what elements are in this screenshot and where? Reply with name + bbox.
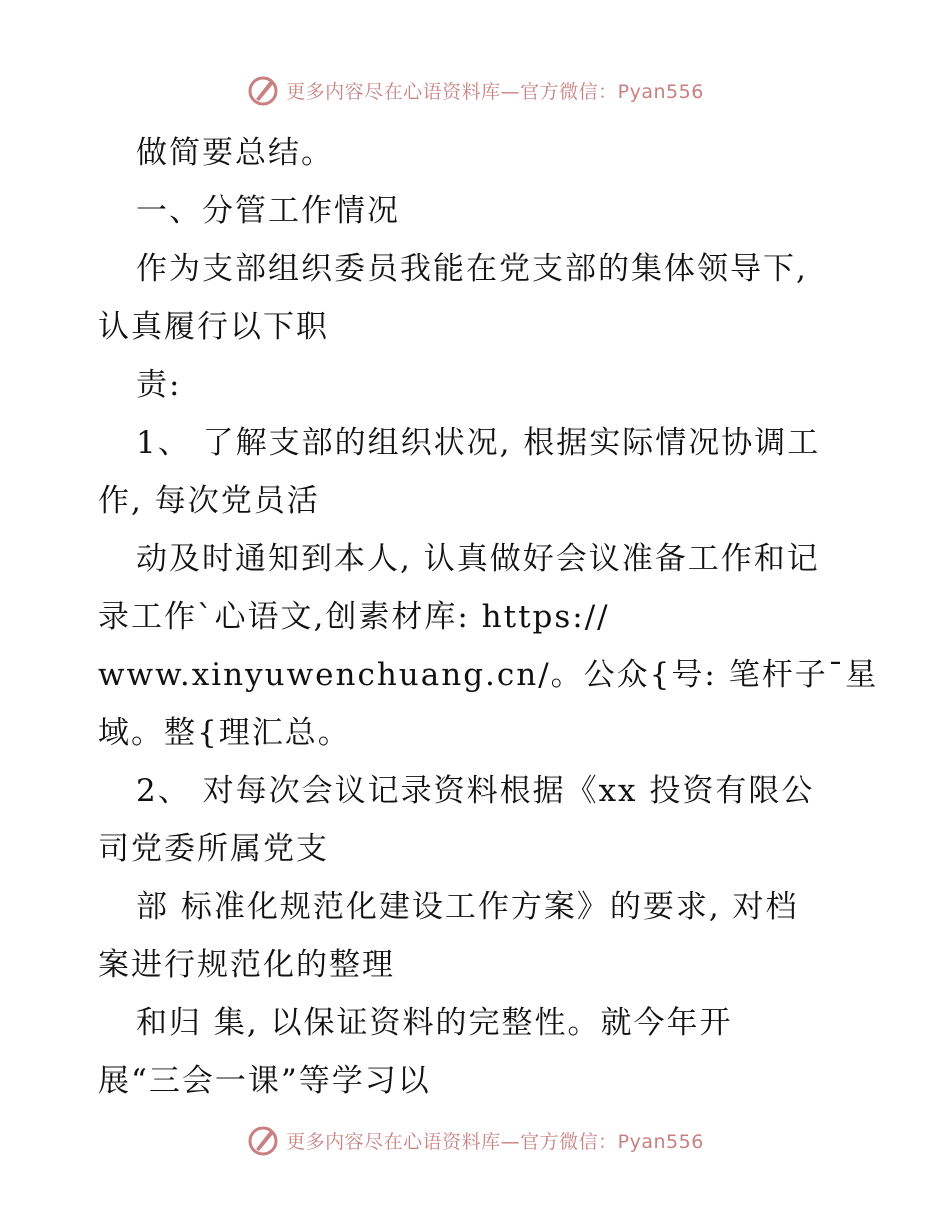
text-line: 作为支部组织委员我能在党支部的集体领导下, [136,251,808,287]
text-line: 和归 集, 以保证资料的完整性。就今年开 [136,1005,733,1041]
document-body [98,124,879,1110]
text-line: 动及时通知到本人, 认真做好会议准备工作和记 [136,541,820,577]
text-line: 一、分管工作情况 [136,193,400,229]
text-line: 2、 对每次会议记录资料根据《xx 投资有限公 [136,773,815,809]
footer-watermark-banner [0,1120,950,1160]
text-line: 案进行规范化的整理 [98,947,395,983]
quill-pen-logo-icon [246,73,280,107]
text-line: 作, 每次党员活 [98,483,320,519]
text-line: 司党委所属党支 [98,831,329,867]
text-line: 认真履行以下职 [98,309,329,345]
text-line: 录工作`心语文,创素材库: https:// [98,599,610,635]
text-line: 做简要总结。 [136,135,334,171]
quill-pen-logo-icon [246,1123,280,1157]
text-line: 展“三会一课”等学习以 [98,1063,431,1099]
text-line: 责: [136,367,182,403]
text-line: 部 标准化规范化建设工作方案》的要求, 对档 [136,889,799,925]
watermark-text: 更多内容尽在心语资料库—官方微信：Pyan556 [286,80,704,103]
text-line: www.xinyuwenchuang.cn/。公众{号: 笔杆子¯星 [98,657,879,693]
header-watermark-banner [0,70,950,110]
watermark-text: 更多内容尽在心语资料库—官方微信：Pyan556 [286,1130,704,1153]
text-line: 1、 了解支部的组织状况, 根据实际情况协调工 [136,425,821,461]
text-line: 域。整{理汇总。 [98,715,351,751]
